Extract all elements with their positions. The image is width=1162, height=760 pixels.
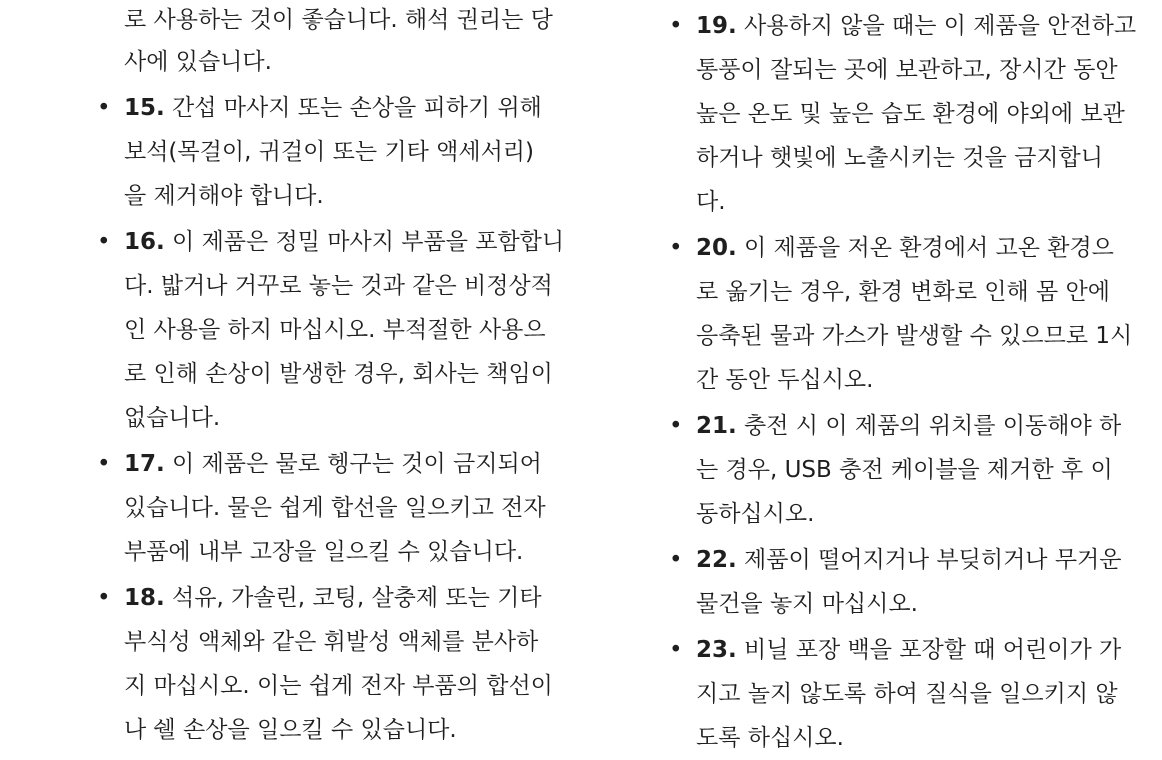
item-line	[696, 538, 1139, 582]
item-line: 지고 놀지 않도록 하여 질식을 일으키지 않	[696, 681, 1118, 707]
item-line: 물건을 놓지 마십시오.	[696, 591, 918, 617]
item-line: 나 쉘 손상을 일으킬 수 있습니다.	[124, 717, 457, 743]
bullet-icon: •	[669, 235, 683, 261]
item-line: 인 사용을 하지 마십시오. 부적절한 사용으	[124, 317, 546, 343]
item-line: 보석(목걸이, 귀걸이 또는 기타 액세서리)	[124, 139, 534, 165]
item-line	[696, 404, 1139, 448]
list-item	[97, 576, 567, 752]
item-line: 하거나 햇빛에 노출시키는 것을 금지합니	[696, 145, 1103, 171]
list-item	[97, 86, 567, 218]
instruction-list	[669, 4, 1139, 760]
item-line: 부식성 액체와 같은 휘발성 액체를 분사하	[124, 629, 539, 655]
item-line: 간 동안 두십시오.	[696, 367, 874, 393]
item-text: 이 제품은 물로 헹구는 것이 금지되어	[164, 451, 542, 477]
item-text: 비닐 포장 백을 포장할 때 어린이가 가	[736, 637, 1122, 663]
bullet-icon: •	[669, 637, 683, 663]
item-line	[124, 86, 567, 130]
item-number: 15.	[124, 95, 165, 121]
bullet-icon: •	[669, 13, 683, 39]
list-item	[669, 538, 1139, 626]
item-number: 16.	[124, 229, 165, 255]
item-line: 다. 밟거나 거꾸로 놓는 것과 같은 비정상적	[124, 273, 553, 299]
bullet-icon: •	[669, 413, 683, 439]
list-item	[669, 226, 1139, 402]
item-line: 다.	[696, 189, 726, 215]
list-item	[97, 442, 567, 574]
list-item	[669, 404, 1139, 536]
item-line	[696, 628, 1139, 672]
bullet-icon: •	[97, 229, 111, 255]
item-number: 19.	[696, 13, 737, 39]
list-item	[669, 628, 1139, 760]
item-line: 동하십시오.	[696, 501, 815, 527]
item-text: 충전 시 이 제품의 위치를 이동해야 하	[736, 413, 1122, 439]
item-line: 로 인해 손상이 발생한 경우, 회사는 책임이	[124, 361, 553, 387]
bullet-icon: •	[669, 547, 683, 573]
item-line: 을 제거해야 합니다.	[124, 183, 324, 209]
continuation-line: 로 사용하는 것이 좋습니다. 해석 권리는 당	[124, 7, 553, 33]
item-text: 석유, 가솔린, 코팅, 살충제 또는 기타	[164, 585, 542, 611]
item-line: 높은 온도 및 높은 습도 환경에 야외에 보관	[696, 101, 1125, 127]
item-text: 간섭 마사지 또는 손상을 피하기 위해	[164, 95, 542, 121]
item-number: 23.	[696, 637, 737, 663]
item-line: 있습니다. 물은 쉽게 합선을 일으키고 전자	[124, 495, 546, 521]
left-column	[97, 0, 567, 752]
item-line: 부품에 내부 고장을 일으킬 수 있습니다.	[124, 539, 524, 565]
right-column	[669, 0, 1139, 760]
instruction-list	[97, 86, 567, 752]
list-item	[97, 220, 567, 440]
item-line	[124, 576, 567, 620]
item-number: 20.	[696, 235, 737, 261]
item-line: 지 마십시오. 이는 쉽게 전자 부품의 합선이	[124, 673, 553, 699]
item-line: 는 경우, USB 충전 케이블을 제거한 후 이	[696, 457, 1113, 483]
item-line: 로 옮기는 경우, 환경 변화로 인해 몸 안에	[696, 279, 1110, 305]
item-text: 이 제품을 저온 환경에서 고온 환경으	[736, 235, 1114, 261]
bullet-icon: •	[97, 585, 111, 611]
item-line: 응축된 물과 가스가 발생할 수 있으므로 1시	[696, 323, 1133, 349]
continuation-line: 사에 있습니다.	[124, 49, 272, 75]
item-text: 사용하지 않을 때는 이 제품을 안전하고	[736, 13, 1137, 39]
item-line	[696, 226, 1139, 270]
item-line: 도록 하십시오.	[696, 725, 844, 751]
item-line	[696, 4, 1139, 48]
item-text: 이 제품은 정밀 마사지 부품을 포함합니	[164, 229, 565, 255]
item-number: 21.	[696, 413, 737, 439]
item-line: 통풍이 잘되는 곳에 보관하고, 장시간 동안	[696, 57, 1118, 83]
item-number: 22.	[696, 547, 737, 573]
item-line	[124, 220, 567, 264]
item-text: 제품이 떨어지거나 부딪히거나 무거운	[736, 547, 1122, 573]
item-number: 17.	[124, 451, 165, 477]
bullet-icon: •	[97, 451, 111, 477]
list-item	[669, 4, 1139, 224]
item-line: 없습니다.	[124, 405, 221, 431]
bullet-icon: •	[97, 95, 111, 121]
item-number: 18.	[124, 585, 165, 611]
item-line	[124, 442, 567, 486]
